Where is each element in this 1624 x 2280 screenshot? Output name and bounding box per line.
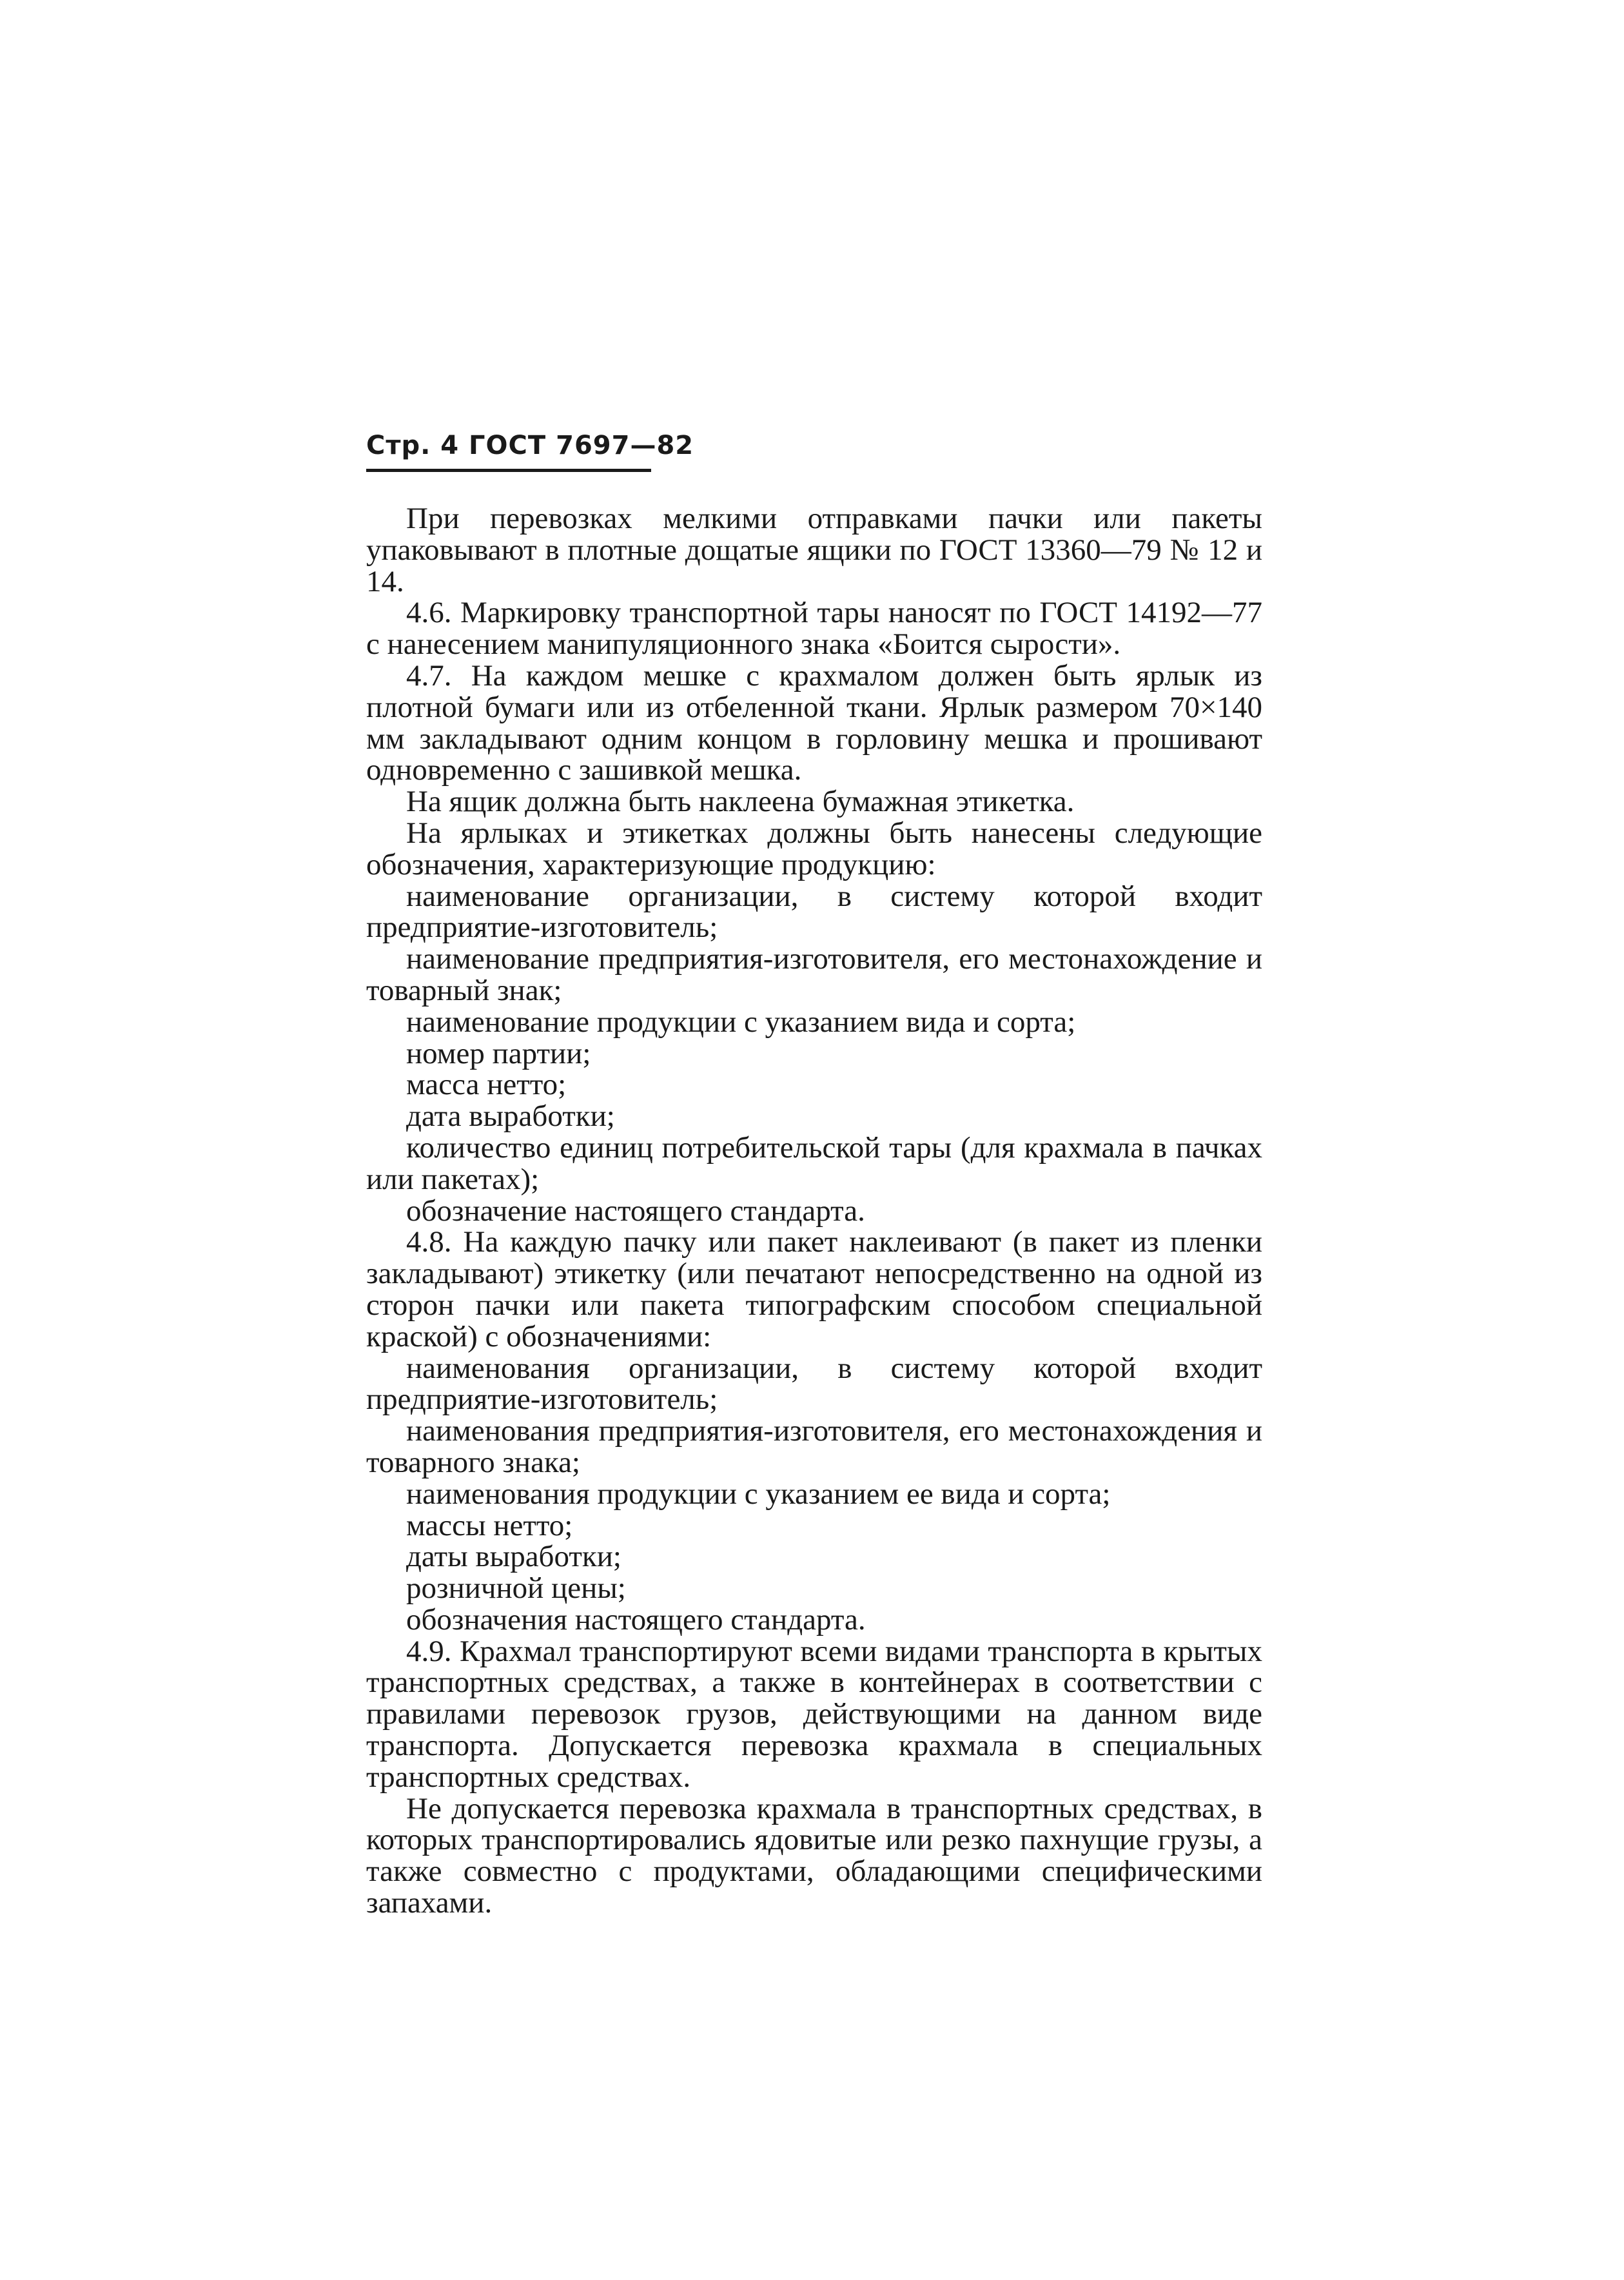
- list-item: наименования организации, в систему которой входит предприятие-изготовитель;: [366, 1351, 1262, 1417]
- paragraph-4-6: 4.6. Маркировку транспортной тары наносят по ГОСТ 14192—77 с нанесением манипуляционного знака «Боится сырости».: [366, 596, 1262, 662]
- list-item: дата выработки;: [406, 1099, 615, 1134]
- list-4-7: [366, 881, 1262, 1227]
- list-item: обозначение настоящего стандарта.: [406, 1194, 865, 1228]
- page-header: Стр. 4 ГОСТ 7697—82: [366, 431, 694, 460]
- list-item: наименование продукции с указанием вида и сорта;: [406, 1005, 1076, 1039]
- list-item: массы нетто;: [406, 1508, 573, 1542]
- list-item: наименование предприятия-изготовителя, его местонахождение и товарный знак;: [366, 942, 1262, 1007]
- paragraph-4-7: 4.7. На каждом мешке с крахмалом должен быть ярлык из плотной бумаги или из отбеленной ткани. Ярлык размером 70×140 мм закладывают одним концом в горловину мешка и прошивают одновременно с зашивкой мешка.: [366, 658, 1262, 787]
- list-item: наименование организации, в систему которой входит предприятие-изготовитель;: [366, 879, 1262, 945]
- paragraph-4-8: 4.8. На каждую пачку или пакет наклеивают (в пакет из пленки закладывают) этикетку (или печатают непосредственно на одной из сторон пачки или пакета типографским способом специальной краской) с обозначениями:: [366, 1225, 1262, 1353]
- list-item: обозначения настоящего стандарта.: [406, 1602, 866, 1636]
- document-body: [366, 503, 1262, 1919]
- paragraph-box-label: На ящик должна быть наклеена бумажная этикетка.: [406, 785, 1075, 819]
- list-item: розничной цены;: [406, 1571, 626, 1606]
- paragraph-packaging: При перевозках мелкими отправками пачки или пакеты упаковывают в плотные дощатые ящики по ГОСТ 13360—79 № 12 и 14.: [366, 502, 1262, 598]
- paragraph-label-intro: На ярлыках и этикетках должны быть нанесены следующие обозначения, характеризующие продукцию:: [366, 816, 1262, 881]
- list-item: масса нетто;: [406, 1068, 567, 1102]
- paragraph-4-9: 4.9. Крахмал транспортируют всеми видами транспорта в крытых транспортных средствах, а также в контейнерах в соответствии с правилами перевозок грузов, действующими на данном виде транспорта. Допускается перевозка крахмала в специальных транспортных средствах.: [366, 1634, 1262, 1794]
- list-item: наименования продукции с указанием ее вида и сорта;: [406, 1477, 1111, 1511]
- list-4-8: [366, 1353, 1262, 1636]
- list-item: количество единиц потребительской тары (для крахмала в пачках или пакетах);: [366, 1130, 1262, 1196]
- header-rule: [366, 469, 651, 472]
- paragraph-4-9-restriction: Не допускается перевозка крахмала в транспортных средствах, в которых транспортировались ядовитые или резко пахнущие грузы, а также совместно с продуктами, обладающими специфическими запахами.: [366, 1791, 1262, 1920]
- list-item: наименования предприятия-изготовителя, его местонахождения и товарного знака;: [366, 1414, 1262, 1479]
- list-item: номер партии;: [406, 1036, 591, 1070]
- list-item: даты выработки;: [406, 1540, 621, 1574]
